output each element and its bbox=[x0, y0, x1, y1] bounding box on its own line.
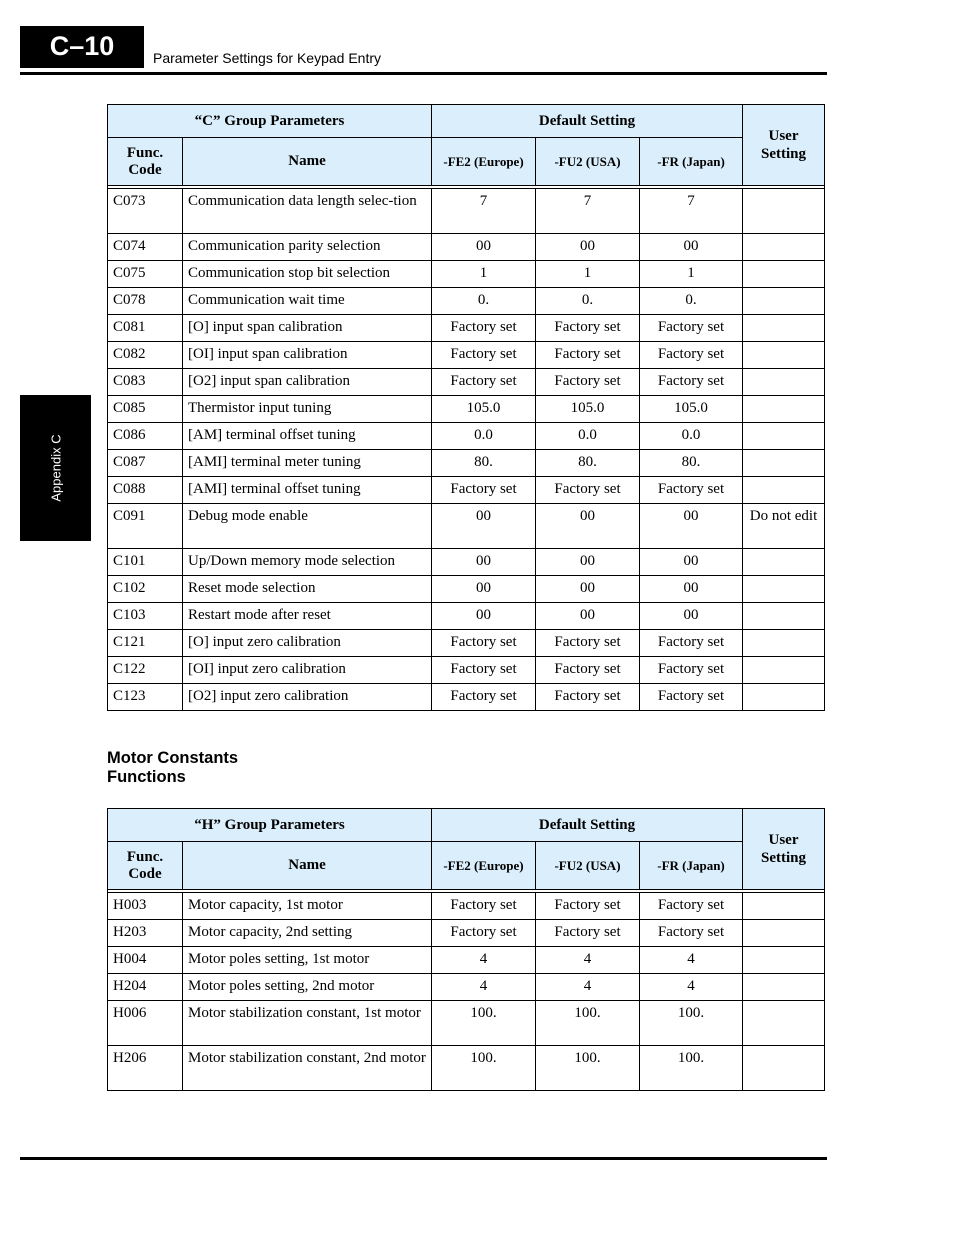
name-cell: Motor stabilization constant, 1st motor bbox=[183, 1001, 432, 1046]
table-row bbox=[108, 603, 825, 630]
fr-value-cell: 80. bbox=[640, 450, 743, 477]
table-row bbox=[108, 369, 825, 396]
user-setting-cell: Do not edit bbox=[743, 504, 825, 549]
func-code-cell: C083 bbox=[108, 369, 183, 396]
name-cell: [O2] input span calibration bbox=[183, 369, 432, 396]
fr-value-cell: Factory set bbox=[640, 342, 743, 369]
h-group-parameters-table bbox=[107, 808, 825, 1091]
table-row bbox=[108, 974, 825, 1001]
user-setting-header: User Setting bbox=[743, 105, 825, 186]
user-setting-cell bbox=[743, 630, 825, 657]
fr-value-cell: Factory set bbox=[640, 369, 743, 396]
appendix-side-tab-label: Appendix C bbox=[48, 434, 63, 502]
user-setting-cell bbox=[743, 893, 825, 920]
name-cell: Communication stop bit selection bbox=[183, 261, 432, 288]
user-setting-cell bbox=[743, 920, 825, 947]
fe2-value-cell: 100. bbox=[432, 1046, 536, 1091]
fr-value-cell: 100. bbox=[640, 1046, 743, 1091]
name-header: Name bbox=[183, 138, 432, 186]
user-setting-cell bbox=[743, 576, 825, 603]
fr-value-cell: 00 bbox=[640, 234, 743, 261]
fu2-value-cell: 00 bbox=[536, 504, 640, 549]
table-row bbox=[108, 893, 825, 920]
table-row bbox=[108, 477, 825, 504]
fe2-value-cell: 00 bbox=[432, 549, 536, 576]
fu2-value-cell: Factory set bbox=[536, 657, 640, 684]
user-setting-cell bbox=[743, 315, 825, 342]
table-row bbox=[108, 684, 825, 711]
fu2-value-cell: Factory set bbox=[536, 369, 640, 396]
fe2-value-cell: Factory set bbox=[432, 893, 536, 920]
table-row bbox=[108, 1001, 825, 1046]
func-code-cell: H204 bbox=[108, 974, 183, 1001]
fr-value-cell: 1 bbox=[640, 261, 743, 288]
user-setting-cell bbox=[743, 369, 825, 396]
name-cell: Motor capacity, 1st motor bbox=[183, 893, 432, 920]
func-code-cell: H006 bbox=[108, 1001, 183, 1046]
func-code-cell: C088 bbox=[108, 477, 183, 504]
default-setting-header: Default Setting bbox=[432, 809, 743, 842]
func-code-header: Func. Code bbox=[108, 842, 183, 890]
name-cell: [AMI] terminal meter tuning bbox=[183, 450, 432, 477]
fr-value-cell: 4 bbox=[640, 974, 743, 1001]
fe2-header: -FE2 (Europe) bbox=[432, 842, 536, 890]
fr-value-cell: 7 bbox=[640, 189, 743, 234]
func-code-cell: H203 bbox=[108, 920, 183, 947]
name-cell: Restart mode after reset bbox=[183, 603, 432, 630]
func-code-cell: C087 bbox=[108, 450, 183, 477]
func-code-cell: C102 bbox=[108, 576, 183, 603]
fu2-value-cell: 4 bbox=[536, 974, 640, 1001]
fe2-value-cell: 00 bbox=[432, 603, 536, 630]
func-code-cell: C101 bbox=[108, 549, 183, 576]
fu2-value-cell: Factory set bbox=[536, 315, 640, 342]
motor-constants-heading-line1: Motor Constants bbox=[107, 749, 239, 767]
fu2-value-cell: Factory set bbox=[536, 920, 640, 947]
name-cell: Debug mode enable bbox=[183, 504, 432, 549]
fr-value-cell: 00 bbox=[640, 576, 743, 603]
fu2-value-cell: Factory set bbox=[536, 893, 640, 920]
group-title: “C” Group Parameters bbox=[108, 105, 432, 138]
user-setting-cell bbox=[743, 477, 825, 504]
name-cell: [AMI] terminal offset tuning bbox=[183, 477, 432, 504]
user-setting-cell bbox=[743, 261, 825, 288]
user-setting-cell bbox=[743, 288, 825, 315]
fr-value-cell: 105.0 bbox=[640, 396, 743, 423]
name-cell: [OI] input zero calibration bbox=[183, 657, 432, 684]
fr-value-cell: Factory set bbox=[640, 920, 743, 947]
fu2-header: -FU2 (USA) bbox=[536, 138, 640, 186]
name-cell: Motor poles setting, 1st motor bbox=[183, 947, 432, 974]
fe2-value-cell: Factory set bbox=[432, 630, 536, 657]
fu2-value-cell: 00 bbox=[536, 576, 640, 603]
fe2-value-cell: Factory set bbox=[432, 342, 536, 369]
func-code-cell: C086 bbox=[108, 423, 183, 450]
user-setting-cell bbox=[743, 947, 825, 974]
fe2-value-cell: Factory set bbox=[432, 369, 536, 396]
fe2-value-cell: 00 bbox=[432, 234, 536, 261]
func-code-cell: C091 bbox=[108, 504, 183, 549]
user-setting-cell bbox=[743, 189, 825, 234]
func-code-cell: C121 bbox=[108, 630, 183, 657]
fe2-value-cell: Factory set bbox=[432, 920, 536, 947]
fu2-value-cell: Factory set bbox=[536, 684, 640, 711]
name-cell: [AM] terminal offset tuning bbox=[183, 423, 432, 450]
appendix-side-tab bbox=[20, 395, 91, 541]
fe2-value-cell: 00 bbox=[432, 504, 536, 549]
fu2-value-cell: 105.0 bbox=[536, 396, 640, 423]
name-cell: Reset mode selection bbox=[183, 576, 432, 603]
table-row bbox=[108, 288, 825, 315]
name-cell: Motor poles setting, 2nd motor bbox=[183, 974, 432, 1001]
table-row bbox=[108, 315, 825, 342]
fr-header: -FR (Japan) bbox=[640, 842, 743, 890]
fe2-value-cell: 1 bbox=[432, 261, 536, 288]
fe2-value-cell: Factory set bbox=[432, 477, 536, 504]
fr-value-cell: Factory set bbox=[640, 315, 743, 342]
footer-rule bbox=[20, 1157, 827, 1160]
fr-value-cell: 0.0 bbox=[640, 423, 743, 450]
fr-value-cell: Factory set bbox=[640, 630, 743, 657]
func-code-cell: C074 bbox=[108, 234, 183, 261]
fe2-header: -FE2 (Europe) bbox=[432, 138, 536, 186]
func-code-cell: C103 bbox=[108, 603, 183, 630]
fr-header: -FR (Japan) bbox=[640, 138, 743, 186]
fe2-value-cell: 4 bbox=[432, 947, 536, 974]
user-setting-cell bbox=[743, 974, 825, 1001]
func-code-cell: H003 bbox=[108, 893, 183, 920]
name-cell: [O2] input zero calibration bbox=[183, 684, 432, 711]
func-code-cell: C123 bbox=[108, 684, 183, 711]
table-row bbox=[108, 261, 825, 288]
table-row bbox=[108, 920, 825, 947]
fe2-value-cell: 100. bbox=[432, 1001, 536, 1046]
fr-value-cell: 00 bbox=[640, 504, 743, 549]
name-cell: Motor stabilization constant, 2nd motor bbox=[183, 1046, 432, 1091]
func-code-cell: C085 bbox=[108, 396, 183, 423]
user-setting-cell bbox=[743, 657, 825, 684]
table-row bbox=[108, 504, 825, 549]
table-row bbox=[108, 576, 825, 603]
fu2-header: -FU2 (USA) bbox=[536, 842, 640, 890]
table-row bbox=[108, 549, 825, 576]
func-code-cell: C075 bbox=[108, 261, 183, 288]
table-row bbox=[108, 947, 825, 974]
user-setting-cell bbox=[743, 684, 825, 711]
table-row bbox=[108, 1046, 825, 1091]
name-cell: [O] input zero calibration bbox=[183, 630, 432, 657]
page-header-title: Parameter Settings for Keypad Entry bbox=[153, 50, 381, 66]
fe2-value-cell: 00 bbox=[432, 576, 536, 603]
fe2-value-cell: Factory set bbox=[432, 315, 536, 342]
table-row bbox=[108, 342, 825, 369]
fu2-value-cell: 0. bbox=[536, 288, 640, 315]
name-cell: Communication parity selection bbox=[183, 234, 432, 261]
fe2-value-cell: 0. bbox=[432, 288, 536, 315]
name-cell: [OI] input span calibration bbox=[183, 342, 432, 369]
user-setting-cell bbox=[743, 423, 825, 450]
func-code-cell: H206 bbox=[108, 1046, 183, 1091]
fr-value-cell: Factory set bbox=[640, 477, 743, 504]
fu2-value-cell: 4 bbox=[536, 947, 640, 974]
table-row bbox=[108, 423, 825, 450]
user-setting-cell bbox=[743, 1046, 825, 1091]
fu2-value-cell: 100. bbox=[536, 1046, 640, 1091]
fr-value-cell: Factory set bbox=[640, 893, 743, 920]
motor-constants-heading-line2: Functions bbox=[107, 768, 186, 786]
func-code-cell: C082 bbox=[108, 342, 183, 369]
fe2-value-cell: 0.0 bbox=[432, 423, 536, 450]
func-code-cell: C078 bbox=[108, 288, 183, 315]
user-setting-cell bbox=[743, 1001, 825, 1046]
fu2-value-cell: 80. bbox=[536, 450, 640, 477]
user-setting-cell bbox=[743, 234, 825, 261]
fe2-value-cell: 7 bbox=[432, 189, 536, 234]
fu2-value-cell: 1 bbox=[536, 261, 640, 288]
table-row bbox=[108, 234, 825, 261]
table-row bbox=[108, 450, 825, 477]
user-setting-cell bbox=[743, 549, 825, 576]
name-header: Name bbox=[183, 842, 432, 890]
fu2-value-cell: 7 bbox=[536, 189, 640, 234]
name-cell: Up/Down memory mode selection bbox=[183, 549, 432, 576]
fr-value-cell: Factory set bbox=[640, 684, 743, 711]
fu2-value-cell: 00 bbox=[536, 603, 640, 630]
user-setting-cell bbox=[743, 396, 825, 423]
fr-value-cell: 00 bbox=[640, 549, 743, 576]
page-number: C–10 bbox=[20, 26, 144, 68]
fe2-value-cell: Factory set bbox=[432, 684, 536, 711]
fr-value-cell: 4 bbox=[640, 947, 743, 974]
fu2-value-cell: 00 bbox=[536, 549, 640, 576]
func-code-header: Func. Code bbox=[108, 138, 183, 186]
name-cell: Motor capacity, 2nd setting bbox=[183, 920, 432, 947]
fr-value-cell: 0. bbox=[640, 288, 743, 315]
fu2-value-cell: 100. bbox=[536, 1001, 640, 1046]
user-setting-cell bbox=[743, 603, 825, 630]
fr-value-cell: 00 bbox=[640, 603, 743, 630]
header-rule bbox=[20, 72, 827, 75]
func-code-cell: C081 bbox=[108, 315, 183, 342]
table-row bbox=[108, 630, 825, 657]
fe2-value-cell: 105.0 bbox=[432, 396, 536, 423]
group-title: “H” Group Parameters bbox=[108, 809, 432, 842]
table-row bbox=[108, 396, 825, 423]
func-code-cell: C122 bbox=[108, 657, 183, 684]
fr-value-cell: 100. bbox=[640, 1001, 743, 1046]
user-setting-cell bbox=[743, 342, 825, 369]
fe2-value-cell: 4 bbox=[432, 974, 536, 1001]
func-code-cell: C073 bbox=[108, 189, 183, 234]
func-code-cell: H004 bbox=[108, 947, 183, 974]
name-cell: Communication wait time bbox=[183, 288, 432, 315]
fu2-value-cell: Factory set bbox=[536, 630, 640, 657]
user-setting-cell bbox=[743, 450, 825, 477]
name-cell: [O] input span calibration bbox=[183, 315, 432, 342]
fu2-value-cell: 0.0 bbox=[536, 423, 640, 450]
user-setting-header: User Setting bbox=[743, 809, 825, 890]
default-setting-header: Default Setting bbox=[432, 105, 743, 138]
name-cell: Communication data length selec-tion bbox=[183, 189, 432, 234]
motor-constants-heading bbox=[107, 749, 238, 787]
fu2-value-cell: 00 bbox=[536, 234, 640, 261]
table-row bbox=[108, 657, 825, 684]
fu2-value-cell: Factory set bbox=[536, 342, 640, 369]
fe2-value-cell: Factory set bbox=[432, 657, 536, 684]
fr-value-cell: Factory set bbox=[640, 657, 743, 684]
name-cell: Thermistor input tuning bbox=[183, 396, 432, 423]
c-group-parameters-table bbox=[107, 104, 825, 711]
table-row bbox=[108, 189, 825, 234]
fu2-value-cell: Factory set bbox=[536, 477, 640, 504]
fe2-value-cell: 80. bbox=[432, 450, 536, 477]
